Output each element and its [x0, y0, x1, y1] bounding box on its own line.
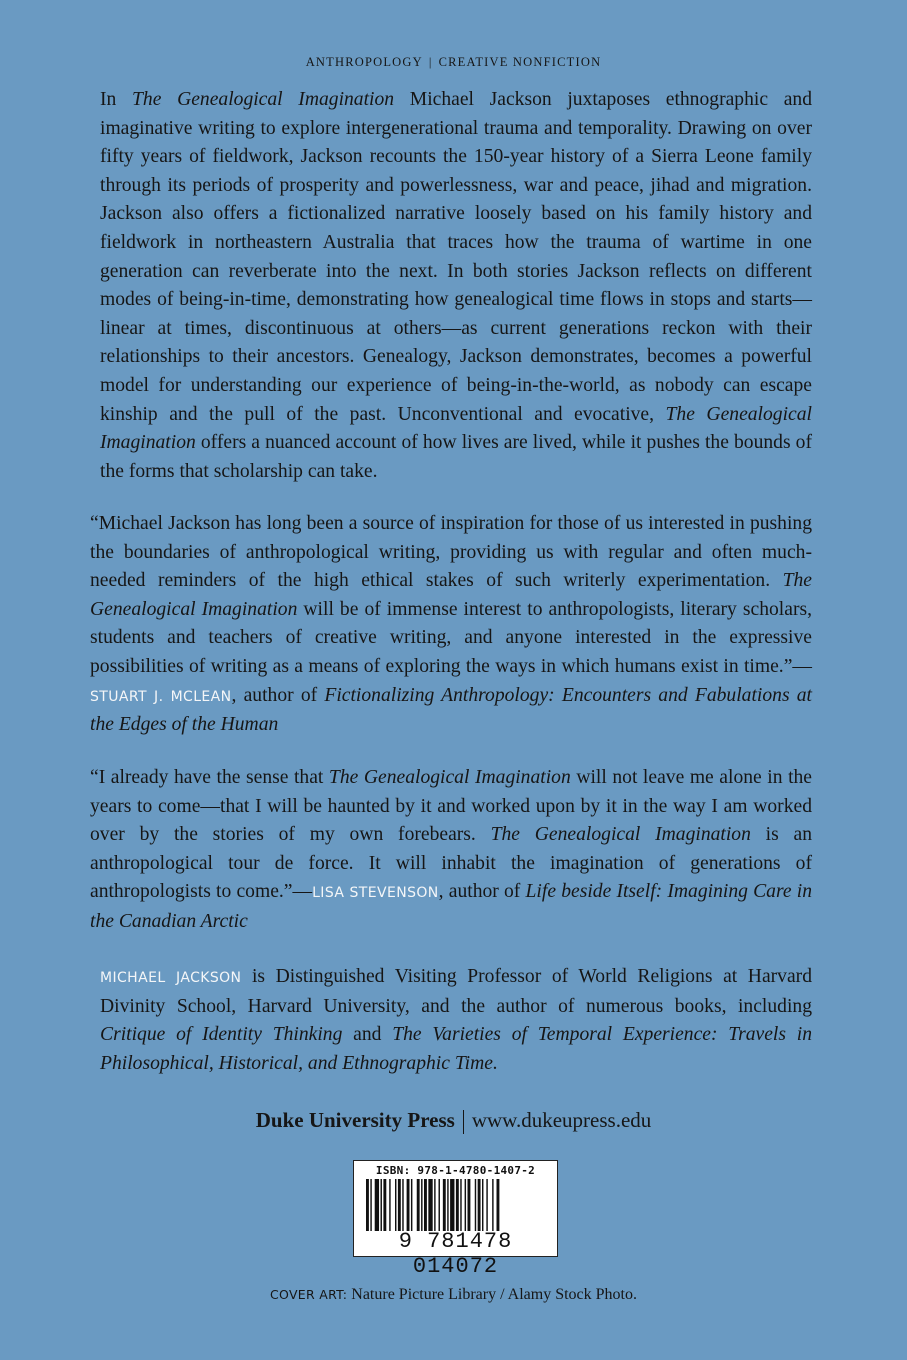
barcode-bar — [417, 1179, 420, 1231]
blurb-author-of: , author of — [231, 684, 325, 706]
blurb-author-of: , author of — [438, 881, 526, 903]
barcode-bar — [389, 1179, 390, 1231]
barcode-bar — [478, 1179, 481, 1231]
desc-title: The Genealogical Imagination — [132, 89, 395, 110]
barcode-bar — [486, 1179, 487, 1231]
blurb-title: The Genealogical Imagination — [90, 570, 812, 620]
blurb-author: LISA STEVENSON — [312, 885, 439, 902]
barcode-bar — [375, 1179, 379, 1231]
barcode-bar — [450, 1179, 454, 1231]
bio-and: and — [342, 1024, 393, 1046]
barcode-digits: 9 781478 014072 — [398, 1229, 513, 1279]
barcode-bar — [482, 1179, 483, 1231]
bio-name: MICHAEL JACKSON — [100, 970, 242, 986]
barcode-bar — [475, 1179, 476, 1231]
barcode-bar — [439, 1179, 440, 1231]
publisher-url[interactable]: www.dukeupress.edu — [471, 1108, 652, 1132]
category-separator: | — [428, 55, 433, 69]
barcode-bar — [447, 1179, 448, 1231]
desc-body: Michael Jackson juxtaposes ethnographic and imaginative writing to explore intergenerational trauma and temporality. Drawing on over fifty years of fieldwork, Jackson recounts the 150-year history of a Sierra Leone family through its periods of prosperity and powerlessness, war and peace, jihad and migration. Jackson also offers a fictionalized narrative loosely based on his family history and fieldwork in northeastern Australia that traces how the trauma of wartime in one generation can reverberate into the next. In both stories Jackson reflects on different modes of being-in-time, demonstrating how genealogical time flows in stops and starts—linear at times, discontinuous at others—as current generations reckon with their relationships to their ancestors. Genealogy, Jackson demonstrates, becomes a powerful model for understanding our experience of being-in-the-world, as nobody can escape kinship and the pull of the past. Unconventional and evocative, — [100, 89, 812, 425]
blurb-author: STUART J. MCLEAN — [90, 688, 232, 705]
blurb-text: will not leave me alone in the years to come—that I will be haunted by it and worked upon by it in the way I am worked over by the stories of my own forebears. — [90, 767, 813, 846]
bio-book-1: Critique of Identity Thinking — [100, 1024, 343, 1046]
barcode-bar — [407, 1179, 410, 1231]
barcode-bar — [383, 1179, 386, 1231]
desc-end: offers a nuanced account of how lives are lived, while it pushes the bounds of the forms that scholarship can take. — [100, 432, 812, 482]
cover-art-label: COVER ART: — [270, 1287, 348, 1302]
publisher-name: Duke University Press — [255, 1108, 455, 1132]
blurb-text: will be of immense interest to anthropologists, literary scholars, students and teachers of creative writing, and anyone interested in the expressive possibilities of writing as a means of exploring the ways in which humans exist in time.”— — [90, 598, 812, 677]
blurb-book: Fictionalizing Anthropology: Encounters and Fabulations at the Edges of the Human — [90, 684, 812, 736]
author-bio — [100, 963, 812, 1078]
blurb-text: “Michael Jackson has long been a source of inspiration for those of us interested in pushing the boundaries of anthropological writing, providing us with regular and often much-needed reminders of the high ethical stakes of such writerly experimentation. — [90, 513, 812, 592]
barcode-bar — [468, 1179, 471, 1231]
category-creative-nonfiction: CREATIVE NONFICTION — [438, 55, 602, 69]
barcode-bar — [395, 1179, 396, 1231]
blurb-title: The Genealogical Imagination — [490, 824, 751, 846]
desc-title-2: The Genealogical Imagination — [100, 403, 812, 454]
barcode-bar — [428, 1179, 432, 1231]
blurb-text: is an anthropological tour de force. It will inhabit the imagination of generations of anthropologists to come.”— — [90, 824, 813, 903]
isbn-label: ISBN: 978-1-4780-1407-2 — [375, 1164, 536, 1177]
barcode-bar — [465, 1179, 466, 1231]
barcode-bar — [381, 1179, 382, 1231]
category-anthropology: ANTHROPOLOGY — [305, 55, 423, 69]
barcode-bar — [411, 1179, 412, 1231]
cover-art-text: Nature Picture Library / Alamy Stock Photo. — [347, 1286, 637, 1303]
bio-text: is Distinguished Visiting Professor of World Religions at Harvard Divinity School, Harvard University, and the author of numerous books, including — [100, 966, 812, 1017]
barcode-bar — [443, 1179, 446, 1231]
publisher-line — [0, 1108, 907, 1134]
barcode-bar — [460, 1179, 461, 1231]
barcode-bars — [366, 1179, 546, 1231]
desc-intro: In — [100, 89, 132, 110]
barcode-bar — [492, 1179, 493, 1231]
barcode-bar — [434, 1179, 435, 1231]
barcode-bar — [398, 1179, 401, 1231]
barcode-bar — [497, 1179, 500, 1231]
category-header — [0, 55, 907, 70]
blurb-stevenson — [90, 764, 812, 937]
publisher-divider — [463, 1110, 464, 1134]
bio-book-2: The Varieties of Temporal Experience: Travels in Philosophical, Historical, and Ethnographic Time. — [100, 1024, 812, 1074]
cover-art-credit — [0, 1286, 907, 1304]
barcode-bar — [424, 1179, 427, 1231]
barcode-bar — [370, 1179, 371, 1231]
blurb-text: “I already have the sense that — [90, 767, 329, 788]
blurb-book: Life beside Itself: Imagining Care in the Canadian Arctic — [90, 881, 813, 932]
isbn-barcode — [353, 1160, 558, 1279]
barcode-bar — [402, 1179, 403, 1231]
barcode-bar — [421, 1179, 422, 1231]
blurb-mclean — [90, 510, 812, 740]
book-description — [100, 86, 812, 486]
barcode-bar — [366, 1179, 369, 1231]
barcode-bar — [456, 1179, 459, 1231]
blurb-title: The Genealogical Imagination — [328, 767, 571, 788]
